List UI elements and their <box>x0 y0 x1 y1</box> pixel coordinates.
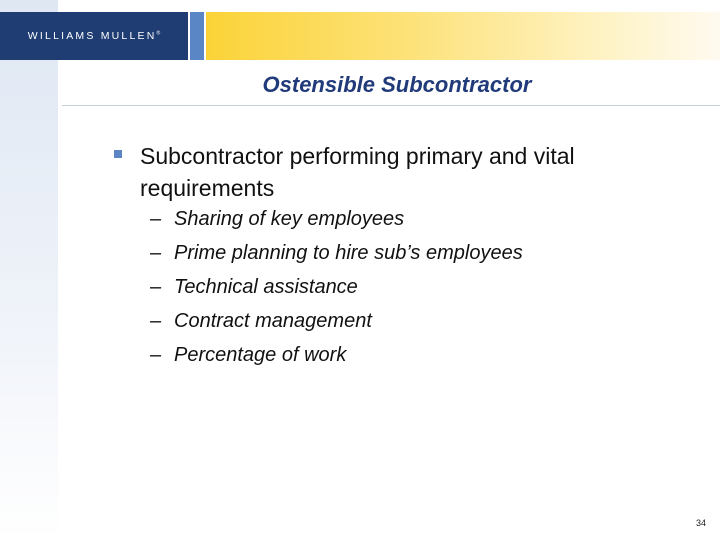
registered-mark: ® <box>156 30 161 37</box>
slide-title: Ostensible Subcontractor <box>262 72 532 97</box>
dash-bullet: – <box>150 242 162 264</box>
sub-bullet-item <box>150 242 690 276</box>
dash-bullet: – <box>150 276 162 298</box>
sub-bullet-item <box>150 310 690 344</box>
square-bullet-icon <box>114 150 122 158</box>
sub-bullet-text: Prime planning to hire sub’s employees <box>174 242 523 264</box>
main-bullet <box>114 140 694 204</box>
header-yellow-band <box>206 12 720 60</box>
sub-bullet-item <box>150 344 690 378</box>
sub-bullet-text: Technical assistance <box>174 276 358 298</box>
dash-bullet: – <box>150 310 162 332</box>
logo-text: WILLIAMS MULLEN® <box>27 30 161 42</box>
dash-bullet: – <box>150 344 162 366</box>
dash-bullet: – <box>150 208 162 230</box>
sub-bullet-text: Percentage of work <box>174 344 347 366</box>
williams-mullen-logo <box>0 12 188 60</box>
main-bullet-text: Subcontractor performing primary and vital requirements <box>140 143 575 201</box>
page-number: 34 <box>695 518 706 528</box>
sub-bullet-text: Sharing of key employees <box>174 208 405 230</box>
header-blue-stripe <box>190 12 204 60</box>
sub-bullet-text: Contract management <box>174 310 372 332</box>
title-divider <box>62 105 720 106</box>
sub-bullet-item <box>150 276 690 310</box>
sub-bullet-list <box>150 208 690 378</box>
sub-bullet-item <box>150 208 690 242</box>
